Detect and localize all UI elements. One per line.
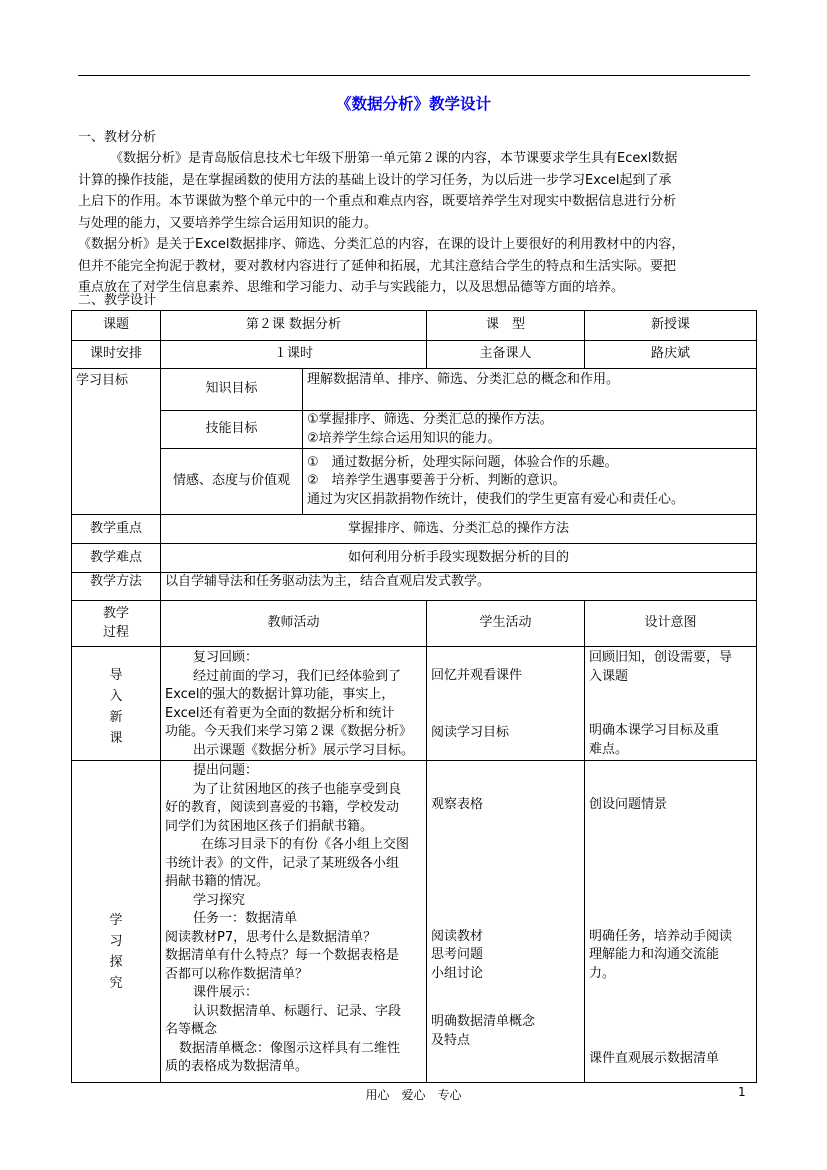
intent-line: 难点。 bbox=[589, 741, 629, 757]
intent-line: 入课题 bbox=[589, 668, 629, 684]
process-label-line: 教学 bbox=[102, 606, 129, 621]
teacher-line: 书统计表》的文件，记录了某班级各小组 bbox=[165, 855, 400, 871]
teacher-line: 否都可以称作数据清单？ bbox=[165, 966, 309, 982]
stage-label-inquiry bbox=[72, 761, 161, 1083]
section-heading-textbook-analysis: 一、教材分析 bbox=[78, 130, 157, 145]
table-row bbox=[72, 573, 757, 601]
table-row bbox=[72, 544, 757, 573]
lesson-title-value: 第２课 数据分析 bbox=[161, 311, 427, 341]
header-teacher-activity: 教师活动 bbox=[161, 601, 427, 647]
emotion-goal-line: ② 培养学生遇事要善于分析、判断的意识。 bbox=[307, 473, 566, 489]
paragraph-line: 《数据分析》是关于Excel数据排序、筛选、分类汇总的内容，在课的设计上要很好的利用教材中的内容， bbox=[78, 237, 685, 252]
stage-label-char: 学 bbox=[109, 912, 123, 928]
intent-line: 明确任务，培养动手阅读 bbox=[589, 928, 733, 944]
teacher-line: 经过前面的学习，我们已经体验到了 bbox=[193, 668, 402, 684]
label-lesson-title: 课题 bbox=[72, 311, 161, 341]
paragraph-line: 计算的操作技能，是在掌握函数的使用方法的基础上设计的学习任务，为以后进一步学习Excel起到了承 bbox=[78, 172, 672, 188]
stage1-student-activity bbox=[427, 647, 585, 761]
teacher-line: 课件展示： bbox=[193, 985, 259, 1000]
intent-line: 力。 bbox=[589, 965, 616, 981]
emotion-goal-line: 通过为灾区捐款捐物作统计，使我们的学生更富有爱心和责任心。 bbox=[307, 491, 685, 507]
stage1-teacher-activity bbox=[161, 647, 427, 761]
teacher-line: 同学们为贫困地区孩子们捐献书籍。 bbox=[165, 818, 374, 834]
table-row bbox=[72, 449, 757, 515]
textbook-analysis-paragraph-1 bbox=[78, 148, 677, 234]
skill-goal-text bbox=[303, 411, 757, 449]
paragraph-line: 重点放在了对学生信息素养、思维和学习能力、动手与实践能力，以及思想品德等方面的培养。 bbox=[78, 280, 625, 295]
stage1-design-intent bbox=[585, 647, 757, 761]
emotion-goal-text bbox=[303, 449, 757, 515]
class-hours-value: １课时 bbox=[161, 341, 427, 369]
teacher-line: 功能。今天我们来学习第２课《数据分析》 bbox=[165, 724, 413, 739]
teacher-line: 名等概念 bbox=[165, 1022, 218, 1037]
lesson-plan-table bbox=[71, 310, 757, 1083]
table-row bbox=[72, 341, 757, 369]
textbook-analysis-paragraph-2 bbox=[78, 234, 684, 299]
table-row bbox=[72, 761, 757, 1083]
teacher-line: 数据清单有什么特点？每一个数据表格是 bbox=[165, 948, 400, 963]
paragraph-line: 《数据分析》是青岛版信息技术七年级下册第一单元第２课的内容，本节课要求学生具有Ecexl数据 bbox=[110, 151, 678, 166]
stage-label-char: 探 bbox=[109, 954, 123, 970]
teaching-method-text: 以自学辅导法和任务驱动法为主，结合直观启发式教学。 bbox=[161, 573, 757, 601]
student-line: 明确数据清单概念 bbox=[431, 1014, 536, 1029]
skill-goal-line: ①掌握排序、筛选、分类汇总的操作方法。 bbox=[307, 412, 553, 427]
teacher-line: 在练习目录下的有份《各小组上交图 bbox=[201, 837, 410, 852]
stage-label-char: 入 bbox=[109, 688, 123, 704]
table-row bbox=[72, 369, 757, 411]
student-line: 阅读教材 bbox=[431, 928, 484, 944]
intent-line: 课件直观展示数据清单 bbox=[589, 1051, 720, 1066]
page-footer: 用心 爱心 专心 bbox=[365, 1088, 462, 1102]
stage-label-char: 究 bbox=[109, 975, 123, 991]
label-emotion-goal: 情感、态度与价值观 bbox=[161, 449, 303, 515]
teacher-line: 认识数据清单、标题行、记录、字段 bbox=[193, 1003, 402, 1019]
teacher-line: 阅读教材P7，思考什么是数据清单？ bbox=[165, 929, 377, 945]
process-label-line: 过程 bbox=[102, 624, 129, 640]
stage-label-introduction bbox=[72, 647, 161, 761]
lead-preparer-value: 路庆斌 bbox=[585, 341, 757, 369]
teacher-line: 提出问题： bbox=[193, 763, 259, 778]
label-class-hours: 课时安排 bbox=[72, 341, 161, 369]
table-row bbox=[72, 601, 757, 647]
header-rule bbox=[78, 75, 750, 76]
teacher-line: 学习探究 bbox=[193, 892, 246, 908]
teacher-line: 数据清单概念：像图示这样具有二维性 bbox=[179, 1040, 401, 1056]
lesson-type-value: 新授课 bbox=[585, 311, 757, 341]
stage2-student-activity bbox=[427, 761, 585, 1083]
teacher-line: 好的教育，阅读到喜爱的书籍，学校发动 bbox=[165, 800, 400, 815]
stage-label-char: 课 bbox=[109, 730, 123, 746]
table-row bbox=[72, 311, 757, 341]
label-lead-preparer: 主备课人 bbox=[427, 341, 585, 369]
teacher-line: Excel还有着更为全面的数据分析和统计 bbox=[165, 705, 395, 721]
stage2-teacher-activity bbox=[161, 761, 427, 1083]
intent-line: 创设问题情景 bbox=[589, 797, 668, 812]
label-key-point: 教学重点 bbox=[72, 515, 161, 544]
stage-label-char: 习 bbox=[109, 933, 123, 949]
teacher-line: 任务一：数据清单 bbox=[193, 911, 298, 926]
stage-label-char: 新 bbox=[109, 709, 123, 725]
document-title: 《数据分析》教学设计 bbox=[335, 95, 491, 113]
header-student-activity: 学生活动 bbox=[427, 601, 585, 647]
label-teaching-process bbox=[72, 601, 161, 647]
label-lesson-type: 课 型 bbox=[427, 311, 585, 341]
stage2-design-intent bbox=[585, 761, 757, 1083]
label-learning-goals: 学习目标 bbox=[72, 369, 161, 515]
teacher-line: 捐献书籍的情况。 bbox=[165, 874, 270, 889]
student-line: 观察表格 bbox=[431, 797, 484, 812]
student-line: 及特点 bbox=[431, 1032, 471, 1048]
label-teaching-method: 教学方法 bbox=[72, 573, 161, 601]
teacher-line: 出示课题《数据分析》展示学习目标。 bbox=[193, 742, 415, 758]
page-number: 1 bbox=[738, 1085, 746, 1099]
student-line: 小组讨论 bbox=[431, 965, 484, 981]
teacher-line: Excel的强大的数据计算功能，事实上， bbox=[165, 687, 395, 702]
difficult-point-text: 如何利用分析手段实现数据分析的目的 bbox=[161, 544, 757, 573]
paragraph-line: 上启下的作用。本节课做为整个单元中的一个重点和难点内容，既要培养学生对现实中数据信息进行分析 bbox=[78, 194, 677, 209]
key-point-text: 掌握排序、筛选、分类汇总的操作方法 bbox=[161, 515, 757, 544]
paragraph-line: 但并不能完全拘泥于教材，要对教材内容进行了延伸和拓展，尤其注意结合学生的特点和生活实际。要把 bbox=[78, 258, 677, 274]
emotion-goal-line: ① 通过数据分析，处理实际问题，体验合作的乐趣。 bbox=[307, 454, 618, 470]
intent-line: 明确本课学习目标及重 bbox=[589, 723, 720, 738]
knowledge-goal-text: 理解数据清单、排序、筛选、分类汇总的概念和作用。 bbox=[303, 369, 757, 411]
intent-line: 理解能力和沟通交流能 bbox=[589, 947, 720, 962]
label-difficult-point: 教学难点 bbox=[72, 544, 161, 573]
teacher-line: 为了让贫困地区的孩子也能享受到良 bbox=[193, 781, 402, 797]
stage-label-char: 导 bbox=[109, 667, 123, 683]
header-design-intent: 设计意图 bbox=[585, 601, 757, 647]
student-line: 思考问题 bbox=[431, 947, 484, 962]
paragraph-line: 与处理的能力，又要培养学生综合运用知识的能力。 bbox=[78, 215, 378, 231]
student-line: 回忆并观看课件 bbox=[431, 668, 523, 683]
teacher-line: 复习回顾： bbox=[193, 650, 259, 665]
student-line: 阅读学习目标 bbox=[431, 724, 510, 740]
table-row bbox=[72, 515, 757, 544]
teacher-line: 质的表格成为数据清单。 bbox=[165, 1059, 309, 1074]
table-row bbox=[72, 411, 757, 449]
skill-goal-line: ②培养学生综合运用知识的能力。 bbox=[307, 430, 501, 446]
label-skill-goal: 技能目标 bbox=[161, 411, 303, 449]
section-heading-teaching-design: 二、教学设计 bbox=[78, 293, 157, 308]
label-knowledge-goal: 知识目标 bbox=[161, 369, 303, 411]
intent-line: 回顾旧知，创设需要，导 bbox=[589, 650, 733, 665]
table-row bbox=[72, 647, 757, 761]
